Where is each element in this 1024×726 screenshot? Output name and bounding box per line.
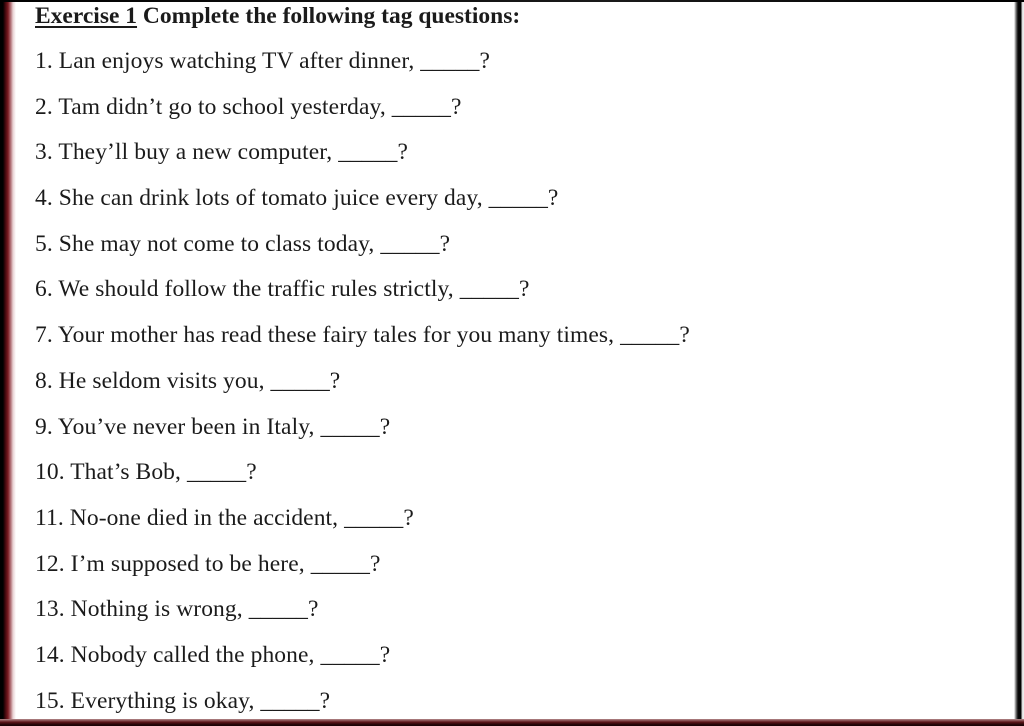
question-line-7: 7. Your mother has read these fairy tales for you many times, _____? xyxy=(35,322,690,349)
question-line-12: 12. I’m supposed to be here, _____? xyxy=(35,550,381,577)
question-line-6: 6. We should follow the traffic rules strictly, _____? xyxy=(35,276,530,303)
question-line-5: 5. She may not come to class today, _____? xyxy=(35,230,451,257)
worksheet-content xyxy=(35,3,1004,726)
question-line-8: 8. He seldom visits you, _____? xyxy=(35,367,341,394)
top-edge-strip xyxy=(0,0,1024,2)
question-line-1: 1. Lan enjoys watching TV after dinner, _____? xyxy=(35,48,491,74)
bottom-edge-strip xyxy=(0,719,1024,726)
right-edge-strip xyxy=(1014,0,1024,726)
question-line-9: 9. You’ve never been in Italy, _____? xyxy=(35,413,391,440)
question-line-2: 2. Tam didn’t go to school yesterday, _____? xyxy=(35,93,462,120)
question-line-13: 13. Nothing is wrong, _____? xyxy=(35,596,319,623)
question-line-14: 14. Nobody called the phone, _____? xyxy=(35,641,391,668)
exercise-title-label: Exercise 1 xyxy=(35,3,138,29)
exercise-title xyxy=(35,3,1004,29)
question-line-10: 10. That’s Bob, _____? xyxy=(35,459,257,486)
question-line-11: 11. No-one died in the accident, _____? xyxy=(35,504,414,531)
exercise-title-instruction: Complete the following tag questions: xyxy=(137,3,521,29)
question-line-15: 15. Everything is okay, _____? xyxy=(35,687,331,714)
left-border-gradient xyxy=(0,0,17,726)
question-line-4: 4. She can drink lots of tomato juice every day, _____? xyxy=(35,185,559,212)
question-line-3: 3. They’ll buy a new computer, _____? xyxy=(35,139,409,166)
